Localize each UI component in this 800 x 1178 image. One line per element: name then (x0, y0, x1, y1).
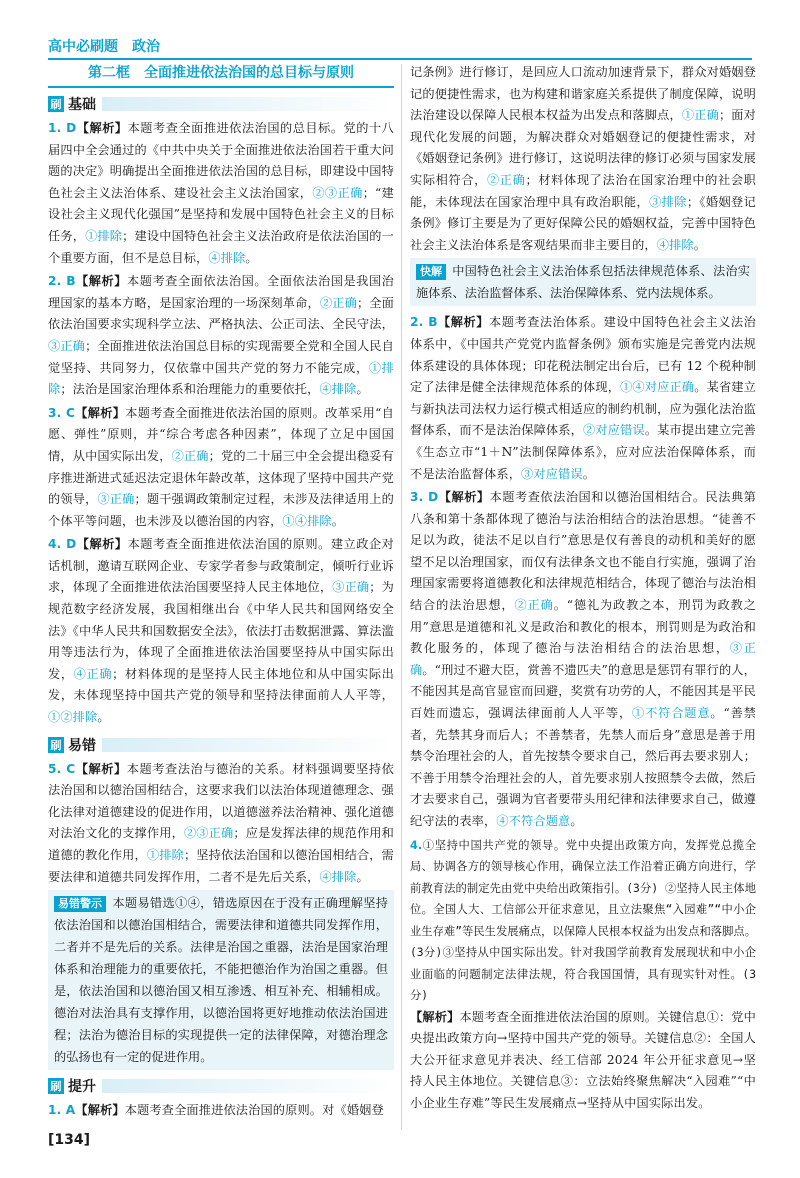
quick-solve-box (410, 258, 756, 306)
error-tip-tag: 易错警示 (54, 896, 106, 912)
section-bar (102, 738, 394, 752)
quick-solve-text: 中国特色社会主义法治体系包括法律规范体系、法治实施体系、法治监督体系、法治保障体系、党内法规体系。 (416, 264, 750, 301)
section-basic (48, 94, 394, 114)
left-column (48, 62, 394, 1124)
page-number: [134] (48, 1132, 91, 1148)
page-header (48, 36, 752, 56)
quick-solve-tag: 快解 (416, 264, 446, 280)
header-title: 高中必刷题 政治 (48, 39, 160, 55)
error-tip-box (48, 890, 394, 1070)
answer-2: 2. B【解析】本题考查全面依法治国。全面依法治国是我国治理国家的基本方略，是国家治理的一场深刻革命，②正确；全面依法治国要求实现科学立法、严格执法、公正司法、全民守法，③正确；全面推进依法治国总目标的实现需要全党和全国人民自觉坚持、共同努力，仅依靠中国共产党的努力不能完成，①排除；法治是国家治理体系和治理能力的重要依托，④排除。 (48, 274, 395, 397)
section-basic-label: 基础 (68, 97, 96, 113)
brush-icon: 刷 (48, 737, 64, 753)
section-easy-error (48, 735, 394, 755)
answer-improve-4-analysis: 【解析】本题考查全面推进依法治国的原则。关键信息①：党中央提出政策方向→坚持中国共产党的领导。关键信息②：全国人大公开征求意见并表决、经工信部 2024 年公开征求意见→坚持人民主体地位。关键信息③：立法始终聚焦解决“入园难”“中小企业生存难”等民生发展痛点→坚持从中国实际出发。 (410, 1009, 756, 1110)
answer-improve-4-handwritten: 4.①坚持中国共产党的领导。党中央提出政策方向，发挥党总揽全局、协调各方的领导核心作用，确保立法工作沿着正确方向进行，学前教育法的制定先由党中央给出政策指引。(3分) ②坚持人民主体地位。全国人大、工信部公开征求意见，且立法聚焦“入园难”“中小企业生存难”等民生发展痛点，以保障人民根本权益为出发点和落脚点。(3分)③坚持从中国实际出发。针对我国学前教育发展现状和中小企业面临的问题制定法律法规，符合我国国情，具有现实针对性。(3分) (410, 838, 756, 1003)
section-bar (102, 1079, 394, 1093)
section-improve-label: 提升 (68, 1079, 96, 1096)
section-bar (102, 97, 394, 111)
error-tip-text: 本题易错选①④，错选原因在于没有正确理解坚持依法治国和以德治国相结合，需要法律和道德共同发挥作用，二者并不是先后的关系。法律是治国之重器，法治是国家治理体系和治理能力的重要依托，不能把德治作为治国之重器。但是，依法治国和以德治国又相互渗透、相互补充、相辅相成。德治对法治具有支撑作用，以德治国将更好地推动依法治国进程；法治为德治目标的实现提供一定的法律保障，对德治理念的弘扬也有一定的促进作用。 (54, 896, 388, 1065)
answer-4: 4. D【解析】本题考查全面推进依法治国的原则。建立政企对话机制，邀请互联网企业、专家学者参与政策制定，倾听行业诉求，体现了全面推进依法治国要坚持人民主体地位，③正确；为规范数字经济发展，我国相继出台《中华人民共和国网络安全法》《中华人民共和国数据安全法》，依法打击数据泄露、算法滥用等违法行为，体现了全面推进依法治国要坚持从中国实际出发，④正确；材料体现的是坚持人民主体地位和从中国实际出发，未体现坚持中国共产党的领导和坚持法律面前人人平等，①②排除。 (48, 537, 394, 725)
answer-5: 5. C【解析】本题考查法治与德治的关系。材料强调要坚持依法治国和以德治国相结合，这要求我们以法治体现道德理念、强化法律对道德建设的促进作用，以道德滋养法治精神、强化道德对法治文化的支撑作用，②③正确；应是发挥法律的规范作用和道德的教化作用，①排除；坚持依法治国和以德治国相结合，需要法律和道德共同发挥作用，二者不是先后关系，④排除。 (48, 761, 394, 884)
section-easy-error-label: 易错 (68, 737, 96, 754)
brush-icon: 刷 (48, 1078, 64, 1094)
answer-3: 3. C【解析】本题考查全面推进依法治国的原则。改革采用“自愿、弹性”原则，并“综合考虑各种因素”，体现了立足中国国情，从中国实际出发，②正确；党的二十届三中全会提出稳妥有序推进渐进式延迟法定退休年龄改革，这体现了坚持中国共产党的领导，③正确；题干强调政策制定过程，未涉及法律适用上的个体平等问题，也未涉及以德治国的内容，①④排除。 (48, 405, 395, 528)
lesson-title: 第二框 全面推进依法治国的总目标与原则 (48, 62, 394, 88)
section-improve (48, 1076, 394, 1096)
right-column (410, 62, 756, 1117)
answer-improve-2: 2. B【解析】本题考查法治体系。建设中国特色社会主义法治体系中，《中国共产党党内监督条例》颁布实施是完善党内法规体系建设的具体体现；印花税法制定出台后，已有 12 个税种制定了法律是健全法律规范体系的体现，①④对应正确。某省建立与新执法司法权力运行模式相适应的制约机制，应为强化法治监督体系，而不是法治保障体系，②对应错误。某市提出建立完善《生态立市“1＋N”法制保障体系》，应对应法治保障体系，而不是法治监督体系，③对应错误。 (410, 315, 757, 481)
brush-icon: 刷 (48, 96, 64, 112)
column-divider (401, 64, 402, 1130)
answer-improve-3: 3. D【解析】本题考查依法治国和以德治国相结合。民法典第八条和第十条都体现了德治与法治相结合的法治思想。“徒善不足以为政，徒法不足以自行”意思是仅有善良的动机和美好的愿望不足以治理国家，而仅有法律条文也不能自行实施，强调了治理国家需要将道德教化和法律规范相结合，体现了德治与法治相结合的法治思想，②正确。“德礼为政教之本，刑罚为政教之用”意思是道德和礼义是政治和教化的根本，刑罚则是为政治和教化服务的，体现了德治与法治相结合的法治思想，③正确。“刑过不避大臣，赏善不遗匹夫”的意思是惩罚有罪行的人，不能因其是高官显宦而回避，奖赏有功劳的人，不能因其是平民百姓而遗忘，强调法律面前人人平等，①不符合题意。“善禁者，先禁其身而后人；不善禁者，先禁人而后身”意思是善于用禁令治理社会的人，首先按禁令要求自己，然后再去要求别人；不善于用禁令治理社会的人，首先要求别人按照禁令去做，然后才去要求自己，强调为官者要带头用纪律和法律要求自己，做遵纪守法的表率，④不符合题意。 (410, 490, 756, 828)
answer-improve-1-cont: 记条例》进行修订，是回应人口流动加速背景下，群众对婚姻登记的便捷性需求，也为构建和谐家庭关系提供了制度保障，说明法治建设以保障人民根本权益为出发点和落脚点，①正确；面对现代化发展的问题，为解决群众对婚姻登记的便捷性需求，对《婚姻登记条例》进行修订，这说明法律的修订必须与国家发展实际相符合，②正确；材料体现了法治在国家治理中的社会职能，未体现法在国家治理中具有政治职能，③排除；《婚姻登记条例》修订主要是为了更好保障公民的婚姻权益，完善中国特色社会主义法治体系是客观结果而非主要目的，④排除。 (410, 65, 756, 252)
header-rule (48, 58, 752, 60)
answer-1: 1. D【解析】本题考查全面推进依法治国的总目标。党的十八届四中全会通过的《中共中央关于全面推进依法治国若干重大问题的决定》明确提出全面推进依法治国的总目标，即建设中国特色社会主义法治体系、建设社会主义法治国家，②③正确；“建设社会主义现代化强国”是坚持和发展中国特色社会主义的目标任务，①排除；建设中国特色社会主义法治政府是依法治国的一个重要方面，但不是总目标，④排除。 (48, 121, 394, 265)
answer-improve-1-start: 1. A【解析】本题考查全面推进依法治国的原则。对《婚姻登 (48, 1103, 384, 1118)
